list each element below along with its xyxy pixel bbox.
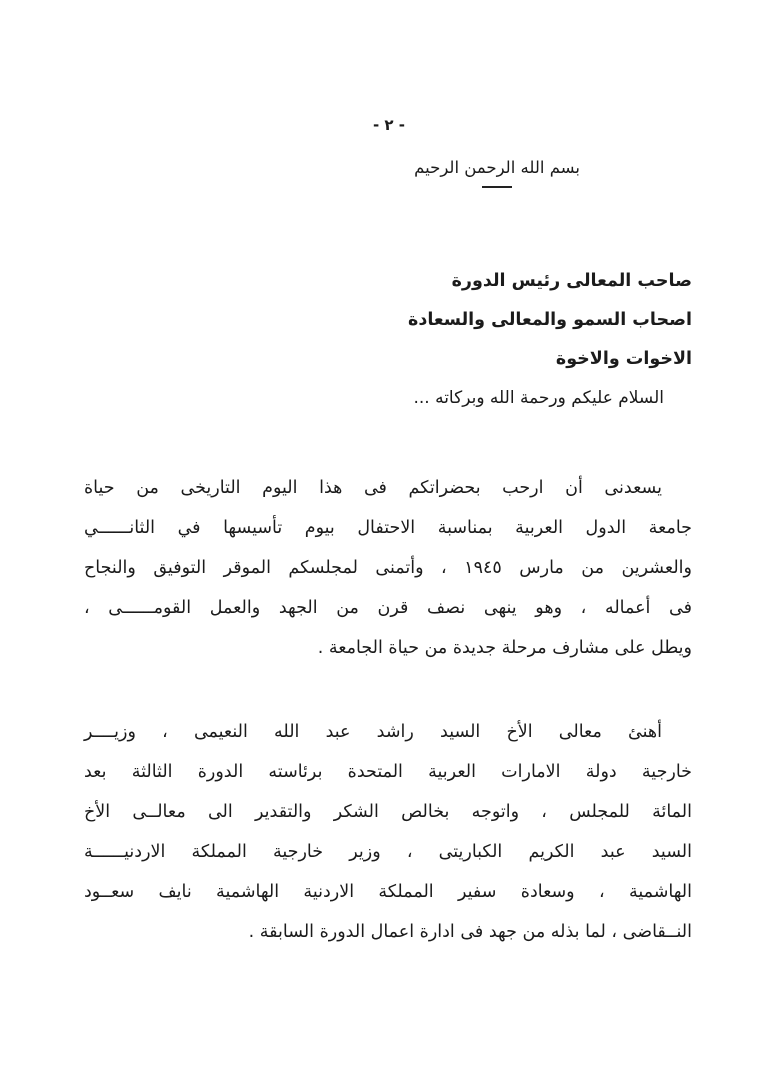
text-line: ويطل على مشارف مرحلة جديدة من حياة الجامعة . bbox=[317, 638, 692, 658]
text-line: خارجية دولة الامارات العربية المتحدة برئاسته الدورة الثالثة بعد bbox=[84, 762, 692, 782]
text-line: يسعدنى أن ارحب بحضراتكم فى هذا اليوم التاريخى من حياة bbox=[84, 478, 662, 498]
salutation-block bbox=[84, 262, 692, 418]
basmala-underline bbox=[482, 186, 512, 188]
salutation-line: السلام عليكم ورحمة الله وبركاته ... bbox=[413, 388, 664, 408]
paragraph bbox=[84, 468, 692, 668]
text-line: السيد عبد الكريم الكباريتى ، وزير خارجية المملكة الاردنيــــــة bbox=[84, 842, 692, 862]
text-line: الهاشمية ، وسعادة سفير المملكة الاردنية الهاشمية نايف سعــود bbox=[84, 882, 692, 902]
heading-line-highnesses: اصحاب السمو والمعالى والسعادة bbox=[408, 310, 692, 330]
text-line: فى أعماله ، وهو ينهى نصف قرن من الجهد والعمل القومــــــى ، bbox=[84, 598, 692, 618]
text-line: النــقاضى ، لما بذله من جهد فى ادارة اعمال الدورة السابقة . bbox=[248, 922, 692, 942]
text-line: جامعة الدول العربية بمناسبة الاحتفال بيوم تأسيسها في الثانــــــي bbox=[84, 518, 692, 538]
heading-line-chairman: صاحب المعالى رئيس الدورة bbox=[451, 271, 692, 291]
heading-line-brothers-sisters: الاخوات والاخوة bbox=[555, 349, 692, 369]
text-line: والعشرين من مارس ١٩٤٥ ، وأتمنى لمجلسكم الموقر التوفيق والنجاح bbox=[84, 558, 692, 578]
page-number: - ٢ - bbox=[372, 116, 406, 134]
text-line: المائة للمجلس ، واتوجه بخالص الشكر والتقدير الى معالــى الأخ bbox=[84, 802, 692, 822]
basmala bbox=[414, 158, 580, 188]
text-line: أهنئ معالى الأخ السيد راشد عبد الله النعيمى ، وزيــــر bbox=[84, 722, 662, 742]
paragraph bbox=[84, 712, 692, 952]
basmala-text: بسم الله الرحمن الرحيم bbox=[414, 158, 580, 177]
body-text bbox=[84, 468, 692, 952]
